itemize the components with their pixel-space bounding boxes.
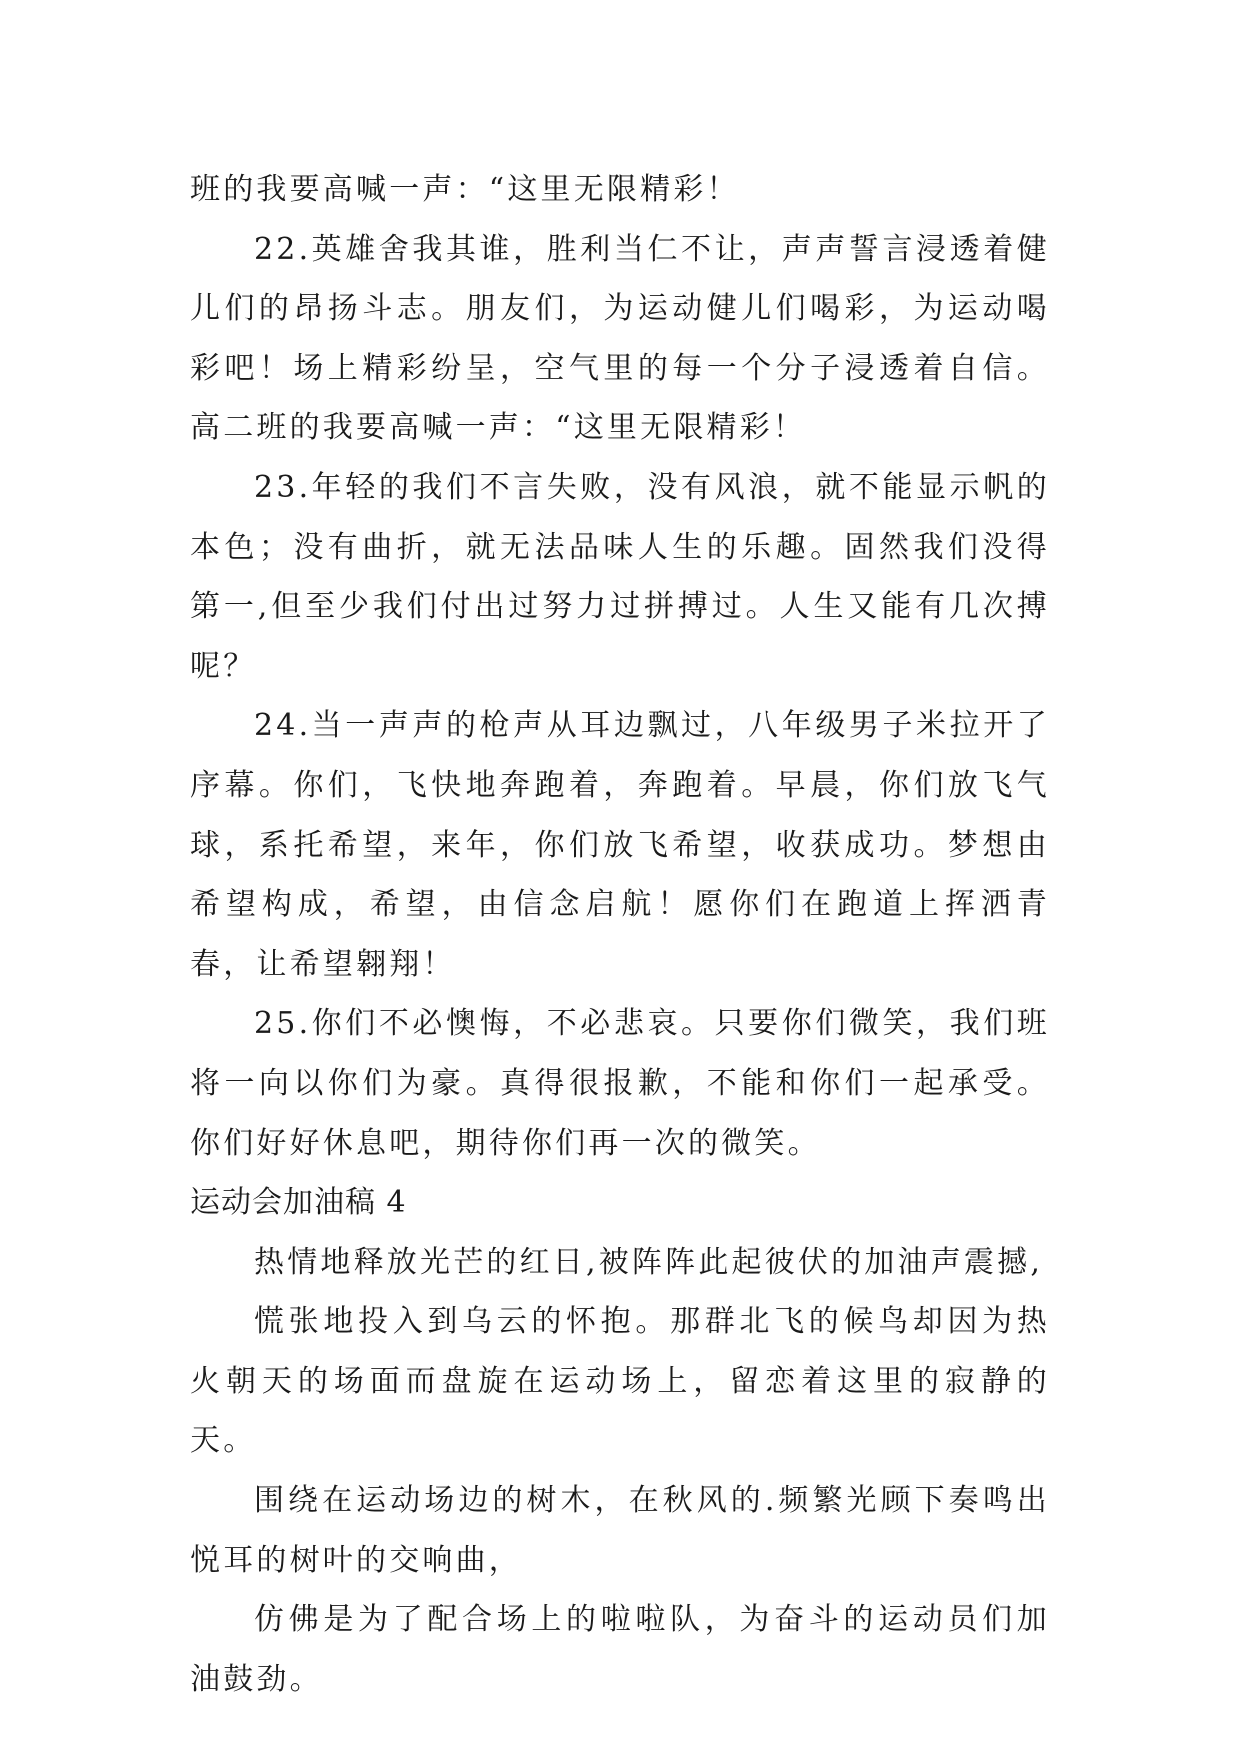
paragraph-25: 25.你们不必懊悔，不必悲哀。只要你们微笑，我们班将一向以你们为豪。真得很报歉，不能和你们一起承受。你们好好休息吧，期待你们再一次的微笑。 (190, 1006, 1050, 1161)
paragraph-24: 24.当一声声的枪声从耳边飘过，八年级男子米拉开了序幕。你们，飞快地奔跑着，奔跑着。早晨，你们放飞气球，系托希望，来年，你们放飞希望，收获成功。梦想由希望构成，希望，由信念启航！愿你们在跑道上挥洒青春，让希望翱翔！ (190, 708, 1050, 982)
paragraph-after-1: 热情地释放光芒的红日,被阵阵此起彼伏的加油声震撼, (254, 1244, 1044, 1280)
paragraph-continued: 班的我要高喊一声：“这里无限精彩！ (190, 172, 740, 207)
paragraph-after-4: 仿佛是为了配合场上的啦啦队，为奋斗的运动员们加油鼓劲。 (190, 1602, 1050, 1697)
paragraph-after-2: 慌张地投入到乌云的怀抱。那群北飞的候鸟却因为热火朝天的场面而盘旋在运动场上，留恋着这里的寂静的天。 (190, 1304, 1050, 1459)
paragraph-23: 23.年轻的我们不言失败，没有风浪，就不能显示帆的本色；没有曲折，就无法品味人生的乐趣。固然我们没得第一,但至少我们付出过努力过拼搏过。人生又能有几次搏呢？ (190, 469, 1050, 684)
paragraph-after-3: 围绕在运动场边的树木，在秋风的.频繁光顾下奏鸣出悦耳的树叶的交响曲， (190, 1483, 1050, 1578)
document-body (190, 160, 1050, 1709)
section-heading: 运动会加油稿 4 (190, 1185, 407, 1221)
paragraph-22: 22.英雄舍我其谁，胜利当仁不让，声声誓言浸透着健儿们的昂扬斗志。朋友们，为运动健儿们喝彩，为运动喝彩吧！场上精彩纷呈，空气里的每一个分子浸透着自信。高二班的我要高喊一声：“这里无限精彩！ (190, 231, 1050, 446)
